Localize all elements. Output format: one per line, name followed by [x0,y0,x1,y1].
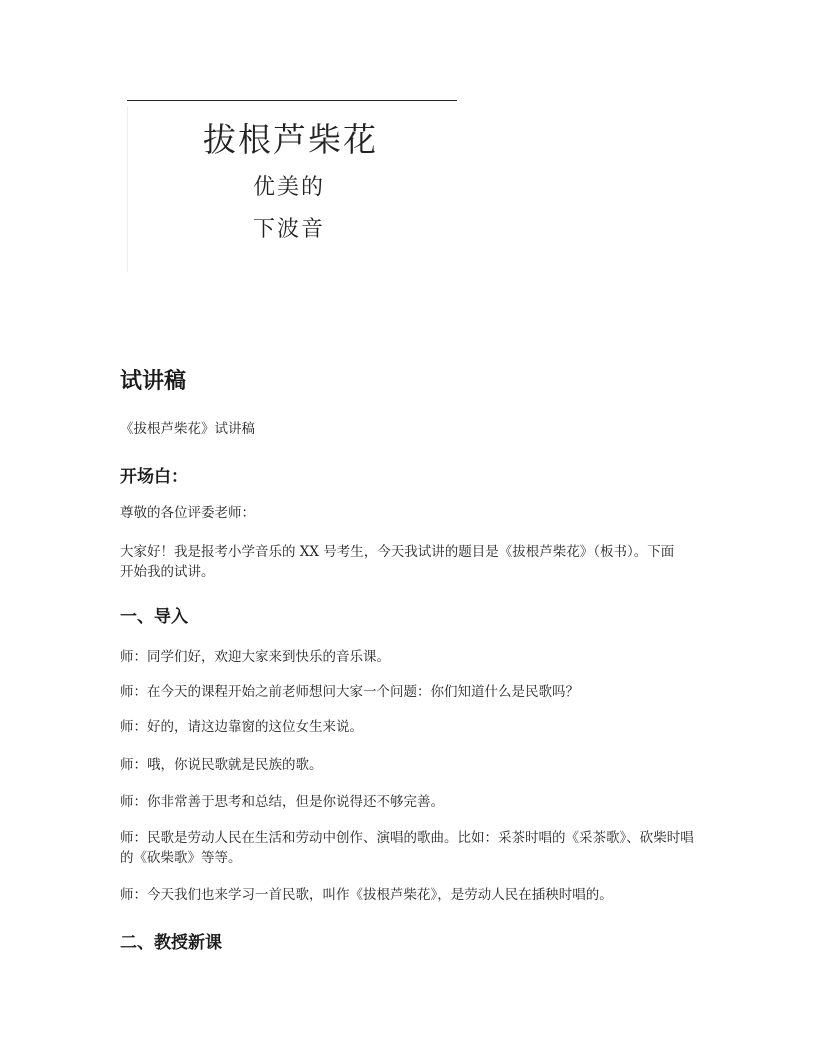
intro-paragraph: 大家好！我是报考小学音乐的 XX 号考生，今天我试讲的题目是《拔根芦柴花》（板书）。下面开始我的试讲。 [120,544,675,580]
document-subtitle: 《拔根芦柴花》试讲稿 [120,421,255,437]
board-note-2: 下波音 [253,217,326,242]
dialogue-line: 师：哦，你说民歌就是民族的歌。 [120,757,323,773]
board-left-edge [127,106,128,272]
board-title: 拔根芦柴花 [203,120,378,159]
dialogue-line: 师：在今天的课程开始之前老师想问大家一个问题：你们知道什么是民歌吗？ [120,684,579,700]
blackboard-image [127,100,457,272]
dialogue-line: 师：你非常善于思考和总结，但是你说得还不够完善。 [120,794,444,810]
dialogue-line: 师：今天我们也来学习一首民歌，叫作《拔根芦柴花》，是劳动人民在插秧时唱的。 [120,887,613,903]
page-title: 试讲稿 [120,369,187,394]
section-heading-opening: 开场白： [120,467,188,487]
board-note-1: 优美的 [253,175,326,200]
greeting-paragraph: 尊敬的各位评委老师： [120,505,255,521]
board-top-rule [127,100,457,101]
section-heading-new-lesson: 二、教授新课 [120,933,222,953]
dialogue-line: 师：好的，请这边靠窗的这位女生来说。 [120,719,363,735]
section-heading-intro: 一、导入 [120,607,188,627]
dialogue-line: 师：同学们好，欢迎大家来到快乐的音乐课。 [120,649,390,665]
dialogue-line: 师：民歌是劳动人民在生活和劳动中创作、演唱的歌曲。比如：采茶时唱的《采茶歌》、砍柴时唱的《砍柴歌》等等。 [120,830,694,866]
